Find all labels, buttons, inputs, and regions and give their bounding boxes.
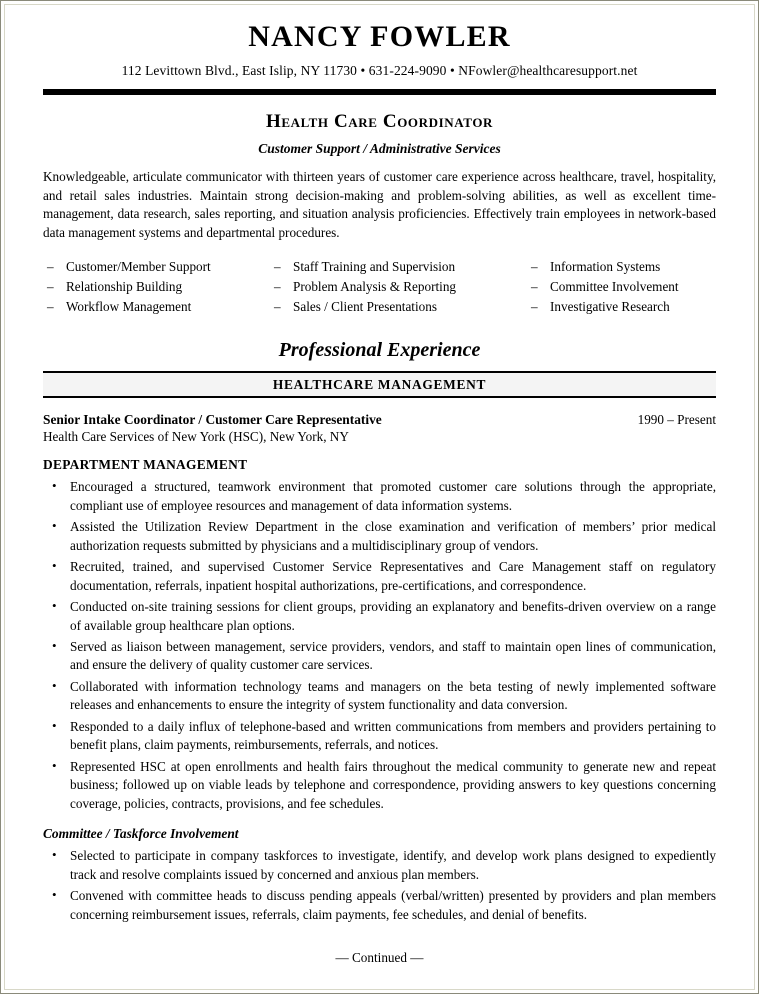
- list-item: • Served as liaison between management, service providers, vendors, and staff to maintain open lines of communication, and ensure the delivery of quality customer care services.: [43, 638, 716, 675]
- dash-bullet-icon: –: [274, 299, 281, 315]
- skills-column-1: [47, 257, 274, 317]
- skill-item: [531, 257, 716, 277]
- dash-bullet-icon: –: [531, 279, 538, 294]
- list-item: • Assisted the Utilization Review Department in the close examination and verification of members’ prior medical authorization requests submitted by physicians and a multidisciplinary group of vendors.: [43, 518, 716, 555]
- skill-label: Customer/Member Support: [66, 258, 211, 274]
- skill-label: Staff Training and Supervision: [293, 258, 456, 274]
- list-item: • Conducted on-site training sessions for client groups, providing an explanatory and benefits-driven overview on a range of available group healthcare plan options.: [43, 598, 716, 635]
- skill-item: [47, 297, 274, 317]
- list-item: • Represented HSC at open enrollments and health fairs throughout the medical community to generate new and repeat business; followed up on viable leads by telephone and correspondence, providing answers to key questions concerning coverage, policies, contracts, provisions, and fee schedules.: [43, 758, 716, 813]
- skill-item: [274, 257, 531, 277]
- skill-item: [531, 277, 716, 297]
- header-divider-thick: [43, 89, 716, 95]
- page-subtitle: Customer Support / Administrative Services: [258, 141, 501, 156]
- skill-item: [47, 277, 274, 297]
- skills-column-3: [531, 257, 716, 317]
- list-item: • Recruited, trained, and supervised Customer Service Representatives and Care Management staff on regulatory documentation, referrals, inpatient hospital authorizations, pre-certifications, and correspondence.: [43, 558, 716, 595]
- skill-label: Workflow Management: [66, 299, 192, 315]
- resume-content: [4, 4, 755, 990]
- job-header: [43, 412, 716, 428]
- category-band: HEALTHCARE MANAGEMENT: [43, 373, 716, 398]
- job-dates: 1990 – Present: [637, 412, 716, 428]
- dash-bullet-icon: –: [531, 299, 538, 315]
- job-role: Senior Intake Coordinator / Customer Care Representative: [43, 412, 382, 428]
- skill-label: Investigative Research: [550, 299, 670, 315]
- dash-bullet-icon: –: [47, 279, 54, 294]
- dash-bullet-icon: –: [274, 279, 281, 294]
- skill-label: Committee Involvement: [550, 279, 679, 294]
- skill-label: Relationship Building: [66, 279, 183, 294]
- skill-item: [531, 297, 716, 317]
- contact-line: 112 Levittown Blvd., East Islip, NY 11730 • 631-224-9090 • NFowler@healthcaresupport.net: [121, 63, 638, 78]
- section-heading-experience: Professional Experience: [278, 339, 481, 362]
- professional-summary: Knowledgeable, articulate communicator with thirteen years of customer care experience across healthcare, travel, hospitality, and retail sales industries. Maintain strong decision-making and problem-solving abilities, as well as excellent time-management, data research, sales reporting, and situation analysis proficiencies. Effectively train employees in network-based data management systems and departmental procedures.: [43, 169, 716, 241]
- continued-footer: — Continued —: [335, 950, 424, 966]
- skill-item: [274, 297, 531, 317]
- skills-grid: [47, 257, 716, 317]
- dash-bullet-icon: –: [274, 258, 281, 274]
- skill-item: [47, 257, 274, 277]
- subsection-heading-committee-involvement: Committee / Taskforce Involvement: [43, 826, 239, 842]
- list-item: • Collaborated with information technology teams and managers on the beta testing of newly implemented software releases and enhancements to ensure the integrity of system functionality and data conversion.: [43, 678, 716, 715]
- list-item: • Convened with committee heads to discuss pending appeals (verbal/written) presented by providers and plan members concerning reimbursement issues, referrals, claim payments, fee schedules, and denial of benefits.: [43, 887, 716, 924]
- skill-label: Problem Analysis & Reporting: [293, 279, 457, 294]
- list-item: • Responded to a daily influx of telephone-based and written communications from members and providers pertaining to benefit plans, claim payments, reimbursements, referrals, and notices.: [43, 718, 716, 755]
- bullet-list-department-management: [43, 478, 716, 813]
- dash-bullet-icon: –: [531, 258, 538, 274]
- list-item: • Encouraged a structured, teamwork environment that promoted customer care solutions through the appropriate, compliant use of employee resources and management of data information systems.: [43, 478, 716, 515]
- dash-bullet-icon: –: [47, 258, 54, 274]
- job-company: Health Care Services of New York (HSC), New York, NY: [43, 429, 349, 445]
- dash-bullet-icon: –: [47, 299, 54, 315]
- candidate-name: NANCY FOWLER: [248, 20, 511, 53]
- skills-column-2: [274, 257, 531, 317]
- subsection-heading-department-management: DEPARTMENT MANAGEMENT: [43, 457, 248, 473]
- bullet-list-committee-involvement: [43, 847, 716, 924]
- skill-item: [274, 277, 531, 297]
- skill-label: Sales / Client Presentations: [293, 299, 437, 315]
- skill-label: Information Systems: [550, 258, 661, 274]
- page-title: Health Care Coordinator: [265, 111, 494, 132]
- list-item: • Selected to participate in company taskforces to investigate, identify, and develop work plans designed to expediently track and resolve complaints issued by concerned and anxious plan members.: [43, 847, 716, 884]
